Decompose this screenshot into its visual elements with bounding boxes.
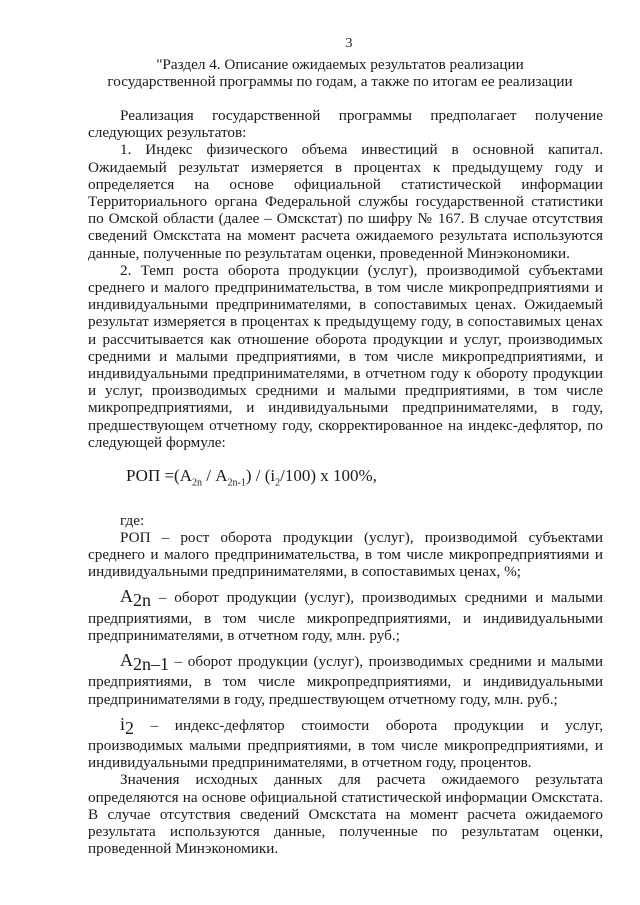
formula-a2n1-subscript: 2n-1 (227, 477, 246, 489)
definition-a2n-symbol: А (120, 586, 133, 607)
formula-lhs: РОП =(А (126, 466, 192, 486)
definition-a2n-subscript: 2n (133, 590, 151, 611)
formula-mid-1: / А (202, 466, 228, 486)
definition-rop (88, 529, 603, 581)
closing-paragraph: Значения исходных данных для расчета ожидаемого результата определяются на основе официальной статистической информации Омскстата. В случае отсутствия сведений Омскстата на момент расчета ожидаемого результата используются данные, полученные по результатам оценки, проведенной Минэкономики. (88, 771, 603, 858)
definition-i2-text: – индекс-дефлятор стоимости оборота продукции и услуг, производимых малыми предприятиями, в том числе микропредприятиями, и индивидуальными предпринимателями, в отчетном году, процентов. (88, 716, 603, 772)
definition-i2 (88, 713, 603, 772)
section-heading-line-1: "Раздел 4. Описание ожидаемых результатов реализации (156, 56, 524, 73)
formula-a2n-subscript: 2n (192, 477, 202, 489)
definition-i2-symbol: i (120, 713, 126, 734)
formula (126, 467, 603, 492)
formula-i-subscript: 2 (275, 477, 281, 489)
result-item-1: 1. Индекс физического объема инвестиций в основной капитал. Ожидаемый результат измеряется в процентах к предыдущему году и определяется на основе официальной статистической информации Территориального органа Федеральной службы государственной статистики по Омской области (далее – Омскстат) по шифру № 167. В случае отсутствия сведений Омскстата на момент расчета ожидаемого результата используются данные, полученные по результатам оценки, проведенной Минэкономики. (88, 141, 603, 262)
definition-a2n1 (88, 652, 603, 708)
intro-paragraph: Реализация государственной программы предполагает получение следующих результатов: (88, 107, 603, 142)
where-label: где: (120, 511, 145, 529)
formula-mid-2: ) / (i (245, 466, 276, 486)
definition-rop-symbol: РОП (120, 528, 151, 546)
page-number: 3 (345, 36, 353, 51)
document-body (88, 107, 603, 857)
section-heading (90, 56, 590, 90)
definition-a2n-text: – оборот продукции (услуг), производимых средними и малыми предприятиями, в том числе микропредприятиями, и индивидуальными предпринимателями, в отчетном году, млн. руб.; (88, 589, 603, 644)
section-heading-line-2: государственной программы по годам, а также по итогам ее реализации (107, 73, 573, 90)
definition-a2n (88, 588, 603, 644)
definition-rop-text: – рост оборота продукции (услуг), производимой субъектами среднего и малого предпринимательства, в том числе микропредприятиями и индивидуальными предпринимателями, в сопоставимых ценах, %; (88, 528, 603, 581)
definition-a2n1-subscript: 2n–1 (133, 654, 169, 675)
result-item-2: 2. Темп роста оборота продукции (услуг), производимой субъектами среднего и малого предпринимательства, в том числе микропредприятиями и индивидуальными предпринимателями, в сопоставимых ценах. Ожидаемый результат измеряется в процентах к предыдущему году, в сопоставимых ценах и рассчитывается как отношение оборота продукции и услуг, производимых средними и малыми предприятиями, в том числе микропредприятиями, и индивидуальными предпринимателями, в отчетном году к обороту продукции и услуг, производимых средними и малыми предприятиями, в том числе микропредприятиями, и индивидуальными предпринимателями, в году, предшествующем отчетному году, скорректированное на индекс-дефлятор, по следующей формуле: (88, 261, 603, 451)
definition-i2-subscript: 2 (125, 717, 135, 738)
definition-a2n1-symbol: А (120, 650, 133, 671)
definition-a2n1-text: – оборот продукции (услуг), производимых средними и малыми предприятиями, в том числе микропредприятиями, и индивидуальными предпринимателями в году, предшествующем отчетному году, млн. руб.; (88, 653, 603, 708)
formula-rhs: /100) x 100%, (280, 466, 377, 486)
